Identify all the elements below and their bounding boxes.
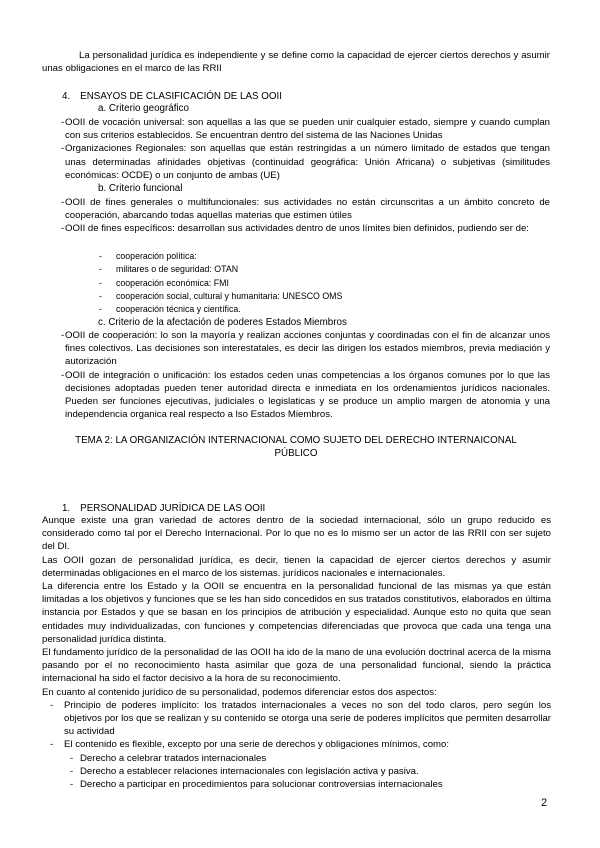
tema-2-body [42,514,551,791]
list-item: - OOII de cooperación: lo son la mayoría y realizan acciones conjuntas y coordinadas con el fin de alcanzar unos fines colectivos. Las decisiones son interestatales, es decir las dirigen los estados miembros, previa mediación y autorización [42,329,550,369]
section-4-heading: 4. ENSAYOS DE CLASIFICACIÓN DE LAS OOII [62,91,282,102]
body-paragraph: Las OOII gozan de personalidad jurídica, es decir, tienen la capacidad de ejercer ciertos derechos y asumir determinadas obligaciones en el marco de los sistemas. jurídicos nacionales e internacionales. [42,554,551,579]
body-paragraph: La diferencia entre los Estado y la OOII se encuentra en la personalidad funcional de las mismas ya que están limitadas a los objetivos y funciones que se les han sido concedidos en sus tratados constitutivos, elaborados en última instancia por Estados y que se basan en los principios de atribución y especialidad. Aunque esto no quita que sean entidades muy individualizadas, con funciones y competencias diferenciadas que provoca que cada una tenga una personalidad jurídica distinta. [42,581,551,645]
body-paragraph: El fundamento jurídico de la personalidad de las OOII ha ido de la mano de una evolución doctrinal acerca de la misma pasando por el no reconocimiento hasta asimilar que goza de una personalidad funcional, siendo la práctica internacional ha sido el factor decisivo a la hora de su reconocimiento. [42,647,551,685]
criterion-b-list [42,196,550,236]
specific-fields-list [42,250,550,316]
list-item: - OOII de vocación universal: son aquellas a las que se pueden unir cualquier estado, siempre y cuando cumplan con sus criterios establecidos. Se encuentran dentro del sistema de las Naciones Unidas [42,116,550,142]
body-paragraph: En cuanto al contenido jurídico de su personalidad, podemos diferenciar estos dos aspectos: [42,686,437,698]
list-item: - Derecho a participar en procedimientos para solucionar controversias internacionales [42,778,551,791]
list-item: - Principio de poderes implícito: los tratados internacionales a veces no son del todo claros, pero según los objetivos por los que se realizan y su contenido se otorga una serie de poderes implícitos que permiten desarrollar su actividad [42,699,551,739]
list-item: - El contenido es flexible, excepto por una serie de derechos y obligaciones mínimos, como: [42,738,551,751]
tema-2-title: TEMA 2: LA ORGANIZACIÓN INTERNACIONAL COMO SUJETO DEL DERECHO INTERNAICONAL PÚBLICO [75,435,517,460]
list-item: - Organizaciones Regionales: son aquellas que están restringidas a un número limitado de estados que tengan unas determinadas afinidades objetivas (continuidad geográfica: Unión Africana) o subjetivas (similitudes económicas: OCDE) o un conjunto de ambas (UE) [42,142,550,182]
list-item: - OOII de fines generales o multifuncionales: sus actividades no están circunscritas a un ámbito concreto de cooperación, abarcando todas aquellas materias que estimen útiles [42,196,550,222]
list-item: - cooperación económica: FMI [42,277,550,290]
criterion-c-heading: c. Criterio de la afectación de poderes Estados Miembros [98,317,347,328]
criterion-a-heading: a. Criterio geográfico [98,103,189,114]
list-item: - cooperación política: [42,250,550,263]
section-1-heading: 1. PERSONALIDAD JURÍDICA DE LAS OOII [62,503,266,514]
list-item: - OOII de integración o unificación: los estados ceden unas competencias a los órganos comunes por lo que las decisiones adoptadas pueden tener autoridad directa e inmediata en los ordenamientos jurídicos nacionales. Pueden ser funciones ejecutivas, judiciales o legislaticas y se produce un amplio margen de atonomia y una independencia organica real respecto a lso Estados Miembros. [42,369,550,422]
list-item: - Derecho a celebrar tratados internacionales [42,752,551,765]
criterion-a-list [42,116,550,182]
criterion-b-heading: b. Criterio funcional [98,183,183,194]
page-number: 2 [541,797,548,809]
list-item: - Derecho a establecer relaciones internacionales con legislación activa y pasiva. [42,765,551,778]
body-paragraph: Aunque existe una gran variedad de actores dentro de la sociedad internacional, sólo un grupo reducido es considerado como tal por el Derecho Internacional. Por lo que no es lo mismo ser un actor de las RRII con ser sujeto del DI. [42,515,551,553]
list-item: - militares o de seguridad: OTAN [42,263,550,276]
list-item: - cooperación social, cultural y humanitaria: UNESCO OMS [42,290,550,303]
criterion-c-list [42,329,550,421]
list-item: - OOII de fines específicos: desarrollan sus actividades dentro de unos límites bien definidos, pudiendo ser de: [42,222,550,235]
intro-paragraph: La personalidad jurídica es independiente y se define como la capacidad de ejercer ciertos derechos y asumir unas obligaciones en el marco de las RRII [42,50,550,75]
list-item: - cooperación técnica y científica. [42,303,550,316]
